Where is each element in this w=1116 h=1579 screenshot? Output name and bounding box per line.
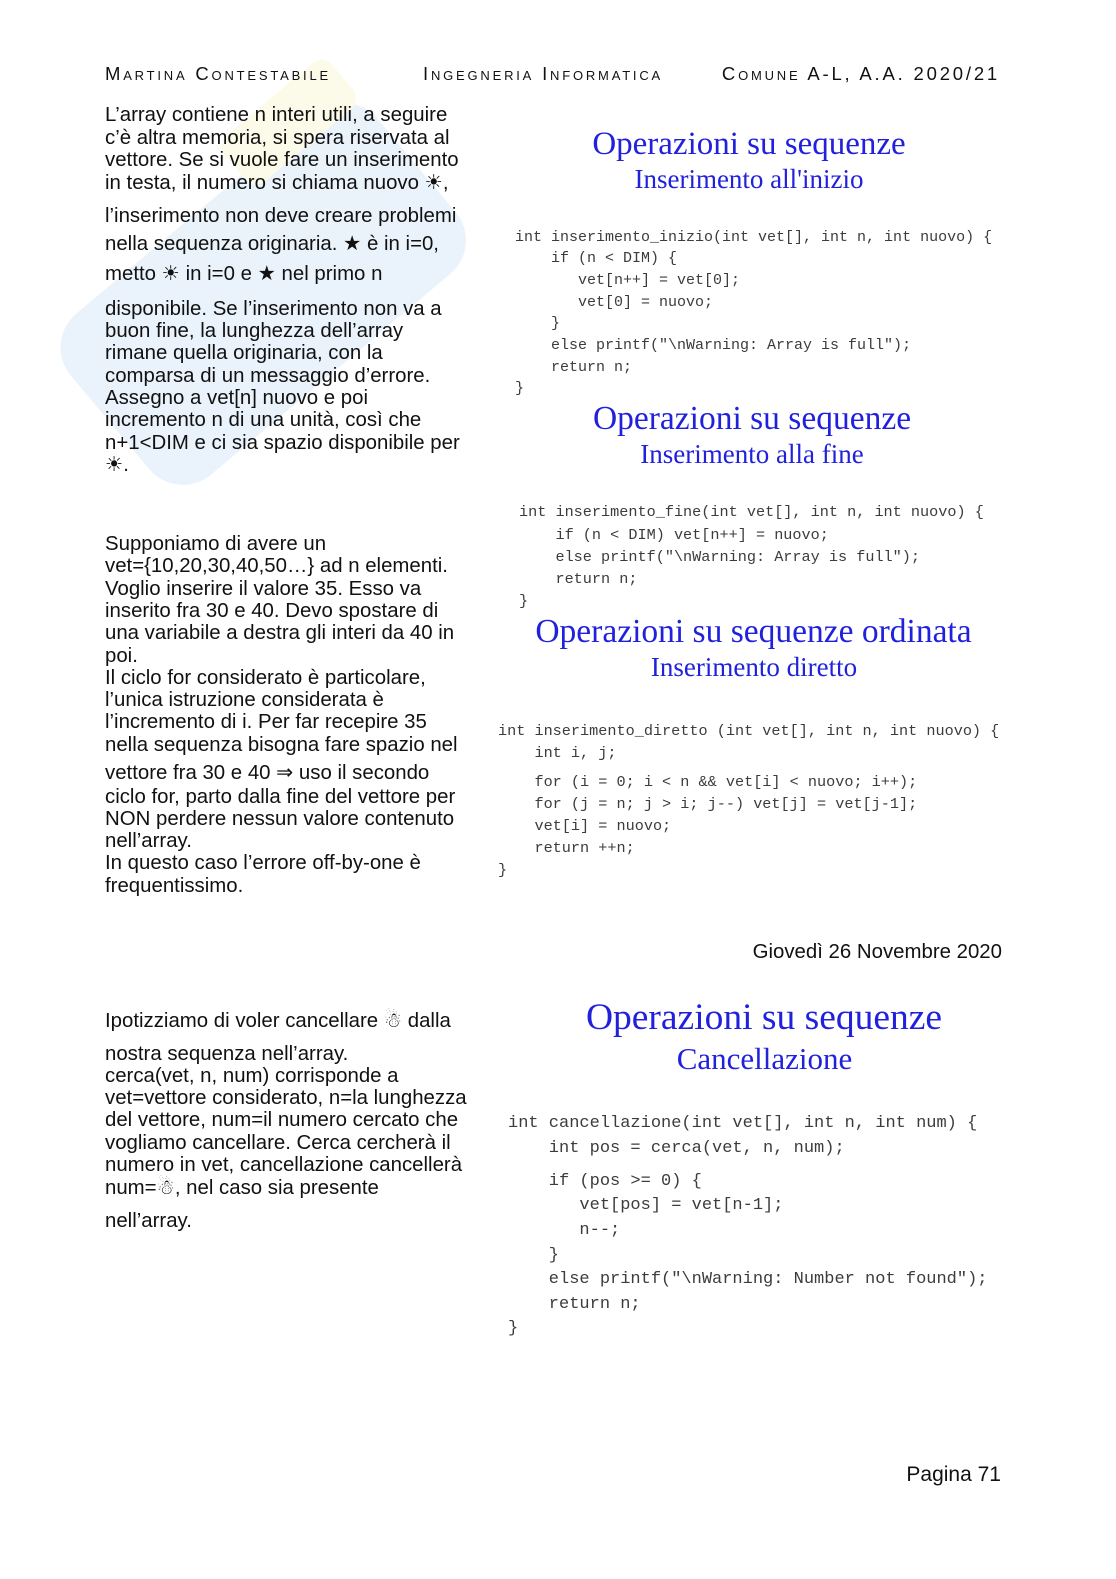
code-line: return n;: [515, 358, 633, 376]
note-line: l’inserimento non deve creare problemi: [105, 205, 457, 227]
code-block: [519, 501, 984, 612]
note-line: l’incremento di i. Per far recepire 35: [105, 711, 427, 733]
note-line: NON perdere nessun valore contenuto: [105, 808, 455, 830]
note-line: nell’array.: [105, 830, 192, 852]
note-line: rimane quella originaria, con la: [105, 342, 383, 364]
code-line: vet[n++] = vet[0];: [515, 271, 741, 289]
note-line: l’unica istruzione considerata è: [105, 689, 384, 711]
note-line: metto ☀︎ in i=0 e ★ nel primo n: [105, 263, 383, 285]
note-line: Voglio inserire il valore 35. Esso va: [105, 578, 422, 600]
code-line: }: [498, 860, 508, 879]
header-course: Ingegneria Informatica: [423, 63, 664, 84]
slide-subtitle: Inserimento diretto: [650, 652, 858, 682]
note-line: vettore. Se si vuole fare un inserimento: [105, 149, 459, 171]
note-line: n+1<DIM e ci sia spazio disponibile per: [105, 432, 460, 454]
note-line: Assegno a vet[n] nuovo e poi: [105, 387, 368, 409]
slide-subtitle: Cancellazione: [676, 1041, 853, 1076]
code-line: }: [508, 1319, 519, 1339]
code-line: return n;: [508, 1294, 641, 1314]
note-line: cerca(vet, n, num) corrisponde a: [105, 1065, 399, 1087]
code-block: [508, 1112, 987, 1342]
code-line: vet[pos] = vet[n-1];: [508, 1196, 784, 1216]
slide-title: Operazioni su sequenze: [585, 997, 943, 1038]
code-line: return ++n;: [498, 838, 635, 857]
note-line: comparsa di un messaggio d’errore.: [105, 365, 431, 387]
code-line: for (j = n; j > i; j--) vet[j] = vet[j-1];: [498, 794, 918, 813]
code-line: int inserimento_diretto (int vet[], int n, int nuovo) {: [498, 721, 1000, 740]
note-line: vettore fra 30 e 40 ⇒ uso il secondo: [105, 762, 430, 784]
code-line: if (n < DIM) {: [515, 250, 678, 268]
note-line: ☀︎.: [105, 454, 129, 476]
page-number: Pagina 71: [906, 1463, 1001, 1486]
note-line: vet=vettore considerato, n=la lunghezza: [105, 1087, 467, 1109]
note-line: in testa, il numero si chiama nuovo ☀︎,: [105, 172, 449, 194]
note-line: Ipotizziamo di voler cancellare ☃︎ dalla: [105, 1010, 451, 1032]
slide-subtitle: Inserimento alla fine: [640, 439, 864, 469]
note-line: nella sequenza originaria. ★ è in i=0,: [105, 233, 439, 255]
note-line: num=☃︎, nel caso sia presente: [105, 1177, 379, 1199]
note-line: L’array contiene n interi utili, a seguire: [105, 104, 448, 126]
header-group: Comune A-L, A.A. 2020/21: [721, 63, 1000, 84]
note-line: nell’array.: [105, 1210, 192, 1232]
note-line: Il ciclo for considerato è particolare,: [105, 667, 426, 689]
slide-title: Operazioni su sequenze: [592, 400, 912, 437]
note-line: incremento n di una unità, così che: [105, 409, 422, 431]
code-line: int inserimento_fine(int vet[], int n, int nuovo) {: [519, 503, 984, 522]
code-line: for (i = 0; i < n && vet[i] < nuovo; i++);: [498, 772, 918, 791]
code-line: int i, j;: [498, 743, 617, 762]
note-line: del vettore, num=il numero cercato che: [105, 1109, 459, 1131]
code-line: return n;: [519, 569, 638, 588]
code-line: }: [508, 1245, 560, 1265]
note-line: nostra sequenza nell’array.: [105, 1043, 349, 1065]
note-line: vet={10,20,30,40,50…} ad n elementi.: [105, 555, 448, 577]
note-line: disponibile. Se l’inserimento non va a: [105, 298, 442, 320]
code-line: }: [515, 315, 561, 333]
note-line: numero in vet, cancellazione cancellerà: [105, 1154, 463, 1176]
note-line: buon fine, la lunghezza dell’array: [105, 320, 404, 342]
note-line: Supponiamo di avere un: [105, 533, 327, 555]
code-line: n--;: [508, 1221, 621, 1241]
note-line: In questo caso l’errore off-by-one è: [105, 852, 421, 874]
code-line: int cancellazione(int vet[], int n, int num) {: [508, 1114, 978, 1134]
note-line: una variabile a destra gli interi da 40 in: [105, 622, 455, 644]
note-line: ciclo for, parto dalla fine del vettore per: [105, 786, 456, 808]
note-line: poi.: [105, 645, 138, 667]
slide-title: Operazioni su sequenze ordinata: [535, 613, 972, 650]
note-line: inserito fra 30 e 40. Devo spostare di: [105, 600, 439, 622]
code-line: if (pos >= 0) {: [508, 1171, 702, 1191]
slide-subtitle: Inserimento all'inizio: [634, 164, 864, 194]
code-block: [498, 720, 999, 881]
code-line: else printf("\nWarning: Array is full");: [515, 337, 912, 355]
lecture-date: Giovedì 26 Novembre 2020: [752, 941, 1002, 963]
code-line: int inserimento_inizio(int vet[], int n, int nuovo) {: [515, 228, 993, 246]
note-line: nella sequenza bisogna fare spazio nel: [105, 734, 458, 756]
code-line: int pos = cerca(vet, n, num);: [508, 1138, 845, 1158]
header-author: Martina Contestabile: [105, 63, 331, 84]
code-block: [515, 227, 992, 401]
note-line: c’è altra memoria, si spera riservata al: [105, 127, 450, 149]
code-line: vet[0] = nuovo;: [515, 293, 714, 311]
note-line: vogliamo cancellare. Cerca cercherà il: [105, 1132, 451, 1154]
code-line: }: [515, 380, 525, 398]
code-line: vet[i] = nuovo;: [498, 816, 672, 835]
slide-title: Operazioni su sequenze: [592, 126, 906, 162]
code-line: }: [519, 592, 529, 611]
note-line: frequentissimo.: [105, 875, 244, 897]
code-line: if (n < DIM) vet[n++] = nuovo;: [519, 525, 829, 544]
code-line: else printf("\nWarning: Array is full");: [519, 547, 921, 566]
code-line: else printf("\nWarning: Number not found");: [508, 1270, 988, 1290]
